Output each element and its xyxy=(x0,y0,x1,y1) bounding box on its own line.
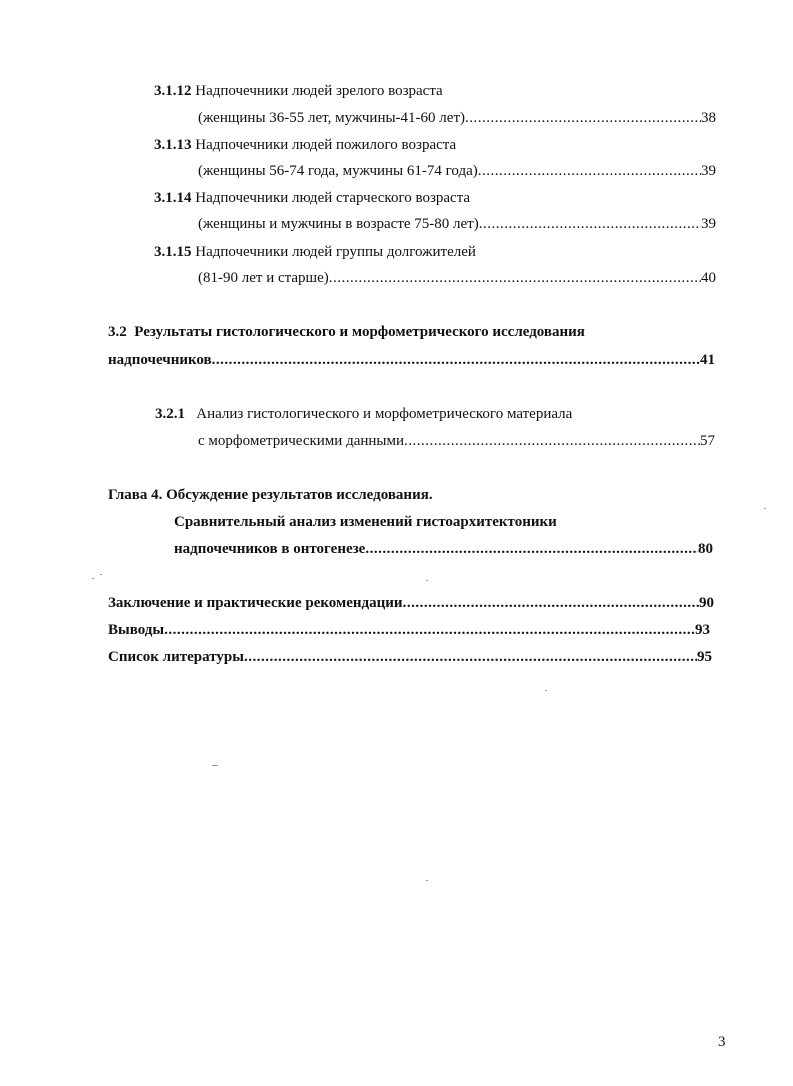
toc-entry-3-2-title xyxy=(108,322,585,342)
page-ref: 39 xyxy=(701,163,716,179)
page-ref: 93 xyxy=(695,622,710,638)
section-title-continuation: надпочечников xyxy=(108,352,212,368)
toc-entry-3-1-13-title xyxy=(154,135,456,155)
page-ref: 95 xyxy=(697,649,712,665)
scan-speck xyxy=(764,508,766,509)
section-title: Результаты гистологического и морфометрического исследования xyxy=(134,324,585,340)
page-ref: 80 xyxy=(698,541,713,557)
scan-speck xyxy=(212,765,218,766)
toc-conclusion[interactable] xyxy=(108,593,714,613)
toc-entry-3-1-12-title xyxy=(154,81,443,101)
scan-speck xyxy=(426,880,428,881)
page-ref: 38 xyxy=(701,110,716,126)
section-title-continuation: с морфометрическими данными xyxy=(198,433,405,449)
section-number: 3.1.13 xyxy=(154,137,192,153)
toc-entry-3-2-1-title xyxy=(155,404,572,424)
section-title: Надпочечники людей старческого возраста xyxy=(195,190,471,206)
section-title-continuation: (женщины и мужчины в возрасте 75-80 лет) xyxy=(198,216,479,232)
toc-entry-3-1-12-leader[interactable] xyxy=(198,108,716,128)
toc-entry-3-1-14-title xyxy=(154,188,470,208)
page-ref: 40 xyxy=(701,270,716,286)
toc-entry-3-1-15-leader[interactable] xyxy=(198,268,716,288)
dot-leader xyxy=(479,214,701,234)
toc-entry-3-1-13-leader[interactable] xyxy=(198,161,716,181)
conclusion-title: Заключение и практические рекомендации xyxy=(108,595,403,611)
toc-entry-3-1-14-leader[interactable] xyxy=(198,214,716,234)
page-ref: 41 xyxy=(700,352,715,368)
page-ref: 90 xyxy=(699,595,714,611)
scan-speck xyxy=(426,580,428,581)
section-number: 3.1.15 xyxy=(154,244,192,260)
section-number: 3.1.14 xyxy=(154,190,192,206)
dot-leader xyxy=(212,350,700,370)
toc-findings[interactable] xyxy=(108,620,710,640)
toc-chapter-4-line-1: Глава 4. Обсуждение результатов исследования. xyxy=(108,487,433,503)
page-ref: 39 xyxy=(701,216,716,232)
dot-leader xyxy=(465,108,701,128)
findings-title: Выводы xyxy=(108,622,165,638)
section-title: Надпочечники людей зрелого возраста xyxy=(195,83,443,99)
scan-speck xyxy=(92,578,94,579)
toc-references[interactable] xyxy=(108,647,712,667)
scan-speck xyxy=(100,574,102,575)
section-number: 3.2.1 xyxy=(155,406,185,422)
toc-entry-3-1-15-title xyxy=(154,242,476,262)
toc-chapter-4-line-2: Сравнительный анализ изменений гистоархитектоники xyxy=(174,514,557,530)
page-number: 3 xyxy=(718,1034,726,1050)
page-ref: 57 xyxy=(700,433,715,449)
references-title: Список литературы xyxy=(108,649,244,665)
section-title-continuation: (женщины 36-55 лет, мужчины-41-60 лет) xyxy=(198,110,465,126)
dot-leader xyxy=(365,539,698,559)
toc-entry-3-2-1-leader[interactable] xyxy=(198,431,715,451)
section-number: 3.1.12 xyxy=(154,83,192,99)
dot-leader xyxy=(329,268,701,288)
section-title: Анализ гистологического и морфометрического материала xyxy=(196,406,573,422)
toc-entry-3-2-leader[interactable] xyxy=(108,350,715,370)
section-title-continuation: (женщины 56-74 года, мужчины 61-74 года) xyxy=(198,163,478,179)
scan-speck xyxy=(545,690,547,691)
dot-leader xyxy=(404,431,700,451)
chapter-title-continuation: надпочечников в онтогенезе xyxy=(174,541,366,557)
section-title: Надпочечники людей пожилого возраста xyxy=(195,137,457,153)
section-title-continuation: (81-90 лет и старше) xyxy=(198,270,329,286)
dot-leader xyxy=(478,161,701,181)
toc-chapter-4-leader[interactable] xyxy=(174,539,713,559)
dot-leader xyxy=(403,593,699,613)
dot-leader xyxy=(164,620,695,640)
section-title: Надпочечники людей группы долгожителей xyxy=(195,244,476,260)
section-number: 3.2 xyxy=(108,324,127,340)
dot-leader xyxy=(244,647,697,667)
